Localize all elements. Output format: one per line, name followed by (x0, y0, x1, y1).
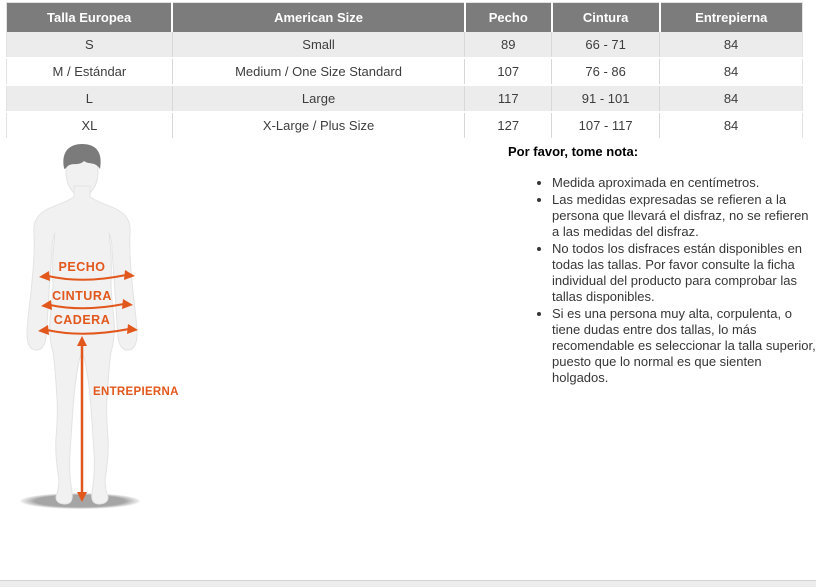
cell-chest: 107 (465, 58, 552, 85)
notes-heading: Por favor, tome nota: (508, 144, 639, 159)
size-chart-table (6, 2, 803, 140)
inseam-label: ENTREPIERNA (93, 386, 178, 398)
table-row-xl (7, 112, 803, 139)
notes-section (508, 144, 816, 387)
table-row-l (7, 85, 803, 112)
cell-chest: 117 (465, 85, 552, 112)
cell-eu-size: M / Estándar (7, 58, 173, 85)
table-row-m (7, 58, 803, 85)
cell-inseam: 84 (660, 58, 803, 85)
note-item: • Si es una persona muy alta, corpulenta, o tiene dudas entre dos tallas, lo más recomendable es seleccionar la talla superior, puesto que lo normal es que sienten holgados. (552, 306, 816, 386)
header-cell-pecho: Pecho (465, 3, 552, 33)
header-cell-entrepierna: Entrepierna (660, 3, 803, 33)
size-chart-header-row (7, 3, 803, 33)
header-cell-american-size: American Size (172, 3, 465, 33)
cell-inseam: 84 (660, 85, 803, 112)
table-row-s (7, 32, 803, 58)
notes-list (508, 175, 816, 386)
note-item: • Medida aproximada en centímetros. (552, 175, 816, 191)
note-item: • No todos los disfraces están disponibles en todas las tallas. Por favor consulte la ficha individual del producto para comprobar las tallas disponibles. (552, 241, 816, 305)
header-cell-talla-europea: Talla Europea (7, 3, 173, 33)
cell-waist: 107 - 117 (552, 112, 660, 139)
cell-us-size: Large (172, 85, 465, 112)
hips-label: CADERA (53, 313, 111, 327)
cell-eu-size: S (7, 32, 173, 58)
cell-chest: 127 (465, 112, 552, 139)
note-item: • Las medidas expresadas se refieren a la persona que llevará el disfraz, no se refieren a las medidas del disfraz. (552, 192, 816, 240)
waist-label: CINTURA (52, 289, 112, 303)
cell-waist: 91 - 101 (552, 85, 660, 112)
cell-inseam: 84 (660, 112, 803, 139)
cell-chest: 89 (465, 32, 552, 58)
cell-eu-size: XL (7, 112, 173, 139)
body-measurement-diagram (8, 140, 178, 512)
chest-label: PECHO (58, 260, 106, 274)
cell-eu-size: L (7, 85, 173, 112)
bottom-divider (0, 580, 816, 587)
cell-us-size: Small (172, 32, 465, 58)
header-cell-cintura: Cintura (552, 3, 660, 33)
cell-inseam: 84 (660, 32, 803, 58)
cell-waist: 76 - 86 (552, 58, 660, 85)
cell-us-size: X-Large / Plus Size (172, 112, 465, 139)
cell-waist: 66 - 71 (552, 32, 660, 58)
cell-us-size: Medium / One Size Standard (172, 58, 465, 85)
